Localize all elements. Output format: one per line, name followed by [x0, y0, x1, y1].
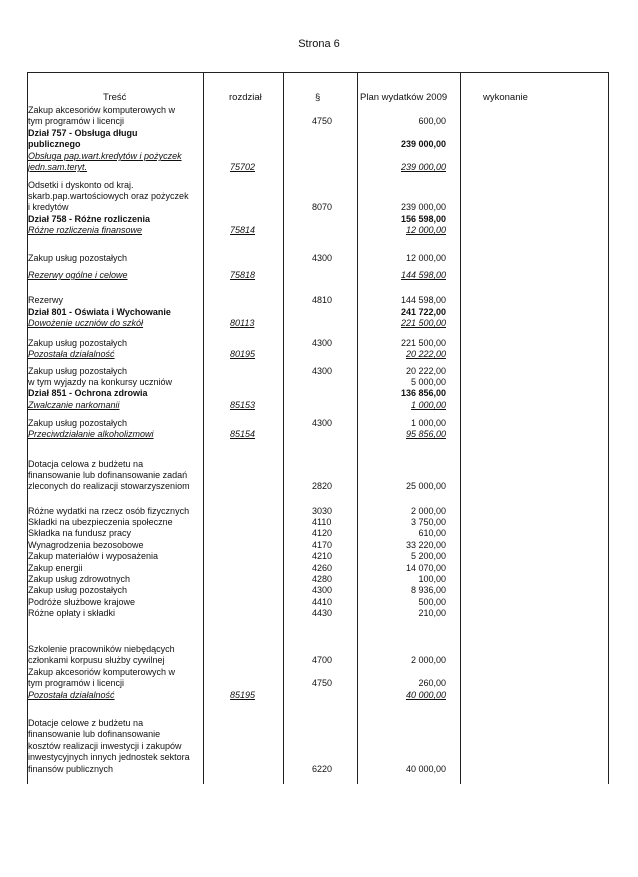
row-amount: 210,00 [418, 608, 446, 618]
row-description: Pozostała działalność [28, 349, 115, 359]
row-amount: 241 722,00 [400, 307, 446, 317]
row-amount: 40 000,00 [405, 764, 446, 774]
row-amount: 1 000,00 [410, 400, 446, 410]
row-paragraph: 4300 [312, 418, 333, 428]
row-description: Zakup usług zdrowotnych [28, 574, 131, 584]
row-chapter: 80195 [230, 349, 256, 359]
row-description: Zakup akcesoriów komputerowych w [28, 667, 176, 677]
row-description: kosztów realizacji inwestycji i zakupów [28, 741, 182, 751]
row-description: Zakup usług pozostałych [28, 253, 128, 263]
row-description: Dział 758 - Różne rozliczenia [28, 214, 151, 224]
row-description: Przeciwdziałanie alkoholizmowi [28, 429, 154, 439]
row-description: Wynagrodzenia bezosobowe [28, 540, 144, 550]
row-paragraph: 4170 [312, 540, 333, 550]
row-amount: 8 936,00 [410, 585, 446, 595]
row-description: Zakup materiałów i wyposażenia [28, 551, 159, 561]
row-description: Zakup usług pozostałych [28, 418, 128, 428]
row-description: Składka na fundusz pracy [28, 528, 132, 538]
row-paragraph: 4430 [312, 608, 333, 618]
table-row [27, 728, 609, 740]
row-paragraph: 4300 [312, 585, 333, 595]
table-top-border [27, 72, 609, 73]
row-amount: 239 000,00 [400, 139, 446, 149]
row-description: Odsetki i dyskonto od kraj. [28, 180, 134, 190]
row-amount: 610,00 [418, 528, 446, 538]
row-chapter: 85195 [230, 690, 256, 700]
row-paragraph: 4300 [312, 366, 333, 376]
header-tresc: Treść [103, 92, 127, 103]
table-row [27, 294, 609, 306]
row-amount: 20 222,00 [405, 349, 446, 359]
table-row [27, 399, 609, 411]
row-description: finansowanie lub dofinansowanie zadań [28, 470, 188, 480]
row-amount: 3 750,00 [410, 517, 446, 527]
row-chapter: 75702 [230, 162, 256, 172]
row-amount: 20 222,00 [405, 366, 446, 376]
row-amount: 221 500,00 [400, 338, 446, 348]
row-description: finansów publicznych [28, 764, 114, 774]
row-amount: 500,00 [418, 597, 446, 607]
table-row [27, 550, 609, 562]
row-description: i kredytów [28, 202, 69, 212]
row-amount: 239 000,00 [400, 202, 446, 212]
row-paragraph: 4210 [312, 551, 333, 561]
row-description: Zakup usług pozostałych [28, 585, 128, 595]
table-row [27, 607, 609, 619]
row-amount: 144 598,00 [400, 295, 446, 305]
row-description: Podróże służbowe krajowe [28, 597, 136, 607]
table-row [27, 348, 609, 360]
row-description: tym programów i licencji [28, 116, 125, 126]
row-paragraph: 4300 [312, 253, 333, 263]
row-description: w tym wyjazdy na konkursy uczniów [28, 377, 173, 387]
row-description: skarb.pap.wartościowych oraz pożyczek [28, 191, 189, 201]
row-amount: 260,00 [418, 678, 446, 688]
row-description: Rezerwy [28, 295, 64, 305]
row-amount: 12 000,00 [405, 253, 446, 263]
table-row [27, 527, 609, 539]
row-amount: 100,00 [418, 574, 446, 584]
row-amount: 600,00 [418, 116, 446, 126]
row-description: Szkolenie pracowników niebędących [28, 644, 175, 654]
row-paragraph: 4110 [312, 517, 332, 527]
row-description: Różne rozliczenia finansowe [28, 225, 143, 235]
row-description: inwestycyjnych innych jednostek sektora [28, 752, 190, 762]
row-amount: 1 000,00 [410, 418, 446, 428]
row-amount: 221 500,00 [400, 318, 446, 328]
row-description: Dotacja celowa z budżetu na [28, 459, 144, 469]
row-paragraph: 4750 [312, 116, 333, 126]
table-row [27, 677, 609, 689]
row-amount: 239 000,00 [400, 162, 446, 172]
row-description: Dział 757 - Obsługa długu [28, 128, 138, 138]
header-plan: Plan wydatków 2009 [360, 92, 448, 103]
table-row [27, 654, 609, 666]
row-amount: 95 856,00 [405, 429, 446, 439]
row-amount: 33 220,00 [405, 540, 446, 550]
table-row [27, 751, 609, 763]
row-description: członkami korpusu służby cywilnej [28, 655, 165, 665]
row-description: finansowanie lub dofinansowanie [28, 729, 161, 739]
row-amount: 2 000,00 [410, 655, 446, 665]
table-row [27, 428, 609, 440]
row-amount: 156 598,00 [400, 214, 446, 224]
row-paragraph: 4300 [312, 338, 333, 348]
table-row [27, 201, 609, 213]
table-row [27, 269, 609, 281]
row-amount: 12 000,00 [405, 225, 446, 235]
row-description: Zakup energii [28, 563, 83, 573]
row-amount: 136 856,00 [400, 388, 446, 398]
header-paragraf: § [315, 92, 321, 103]
row-amount: 14 070,00 [405, 563, 446, 573]
row-amount: 40 000,00 [405, 690, 446, 700]
row-description: Dotacje celowe z budżetu na [28, 718, 144, 728]
row-chapter: 85154 [230, 429, 256, 439]
row-paragraph: 4260 [312, 563, 333, 573]
row-description: publicznego [28, 139, 81, 149]
row-description: Zwalczanie narkomanii [28, 400, 120, 410]
table-row [27, 689, 609, 701]
row-description: Rezerwy ogólne i celowe [28, 270, 128, 280]
row-paragraph: 2820 [312, 481, 333, 491]
table-row [27, 115, 609, 127]
table-row [27, 584, 609, 596]
row-description: Składki na ubezpieczenia społeczne [28, 517, 173, 527]
row-paragraph: 4410 [312, 597, 333, 607]
row-paragraph: 4750 [312, 678, 333, 688]
row-description: Pozostała działalność [28, 690, 115, 700]
table-row [27, 161, 609, 173]
row-paragraph: 4120 [312, 528, 333, 538]
table-row [27, 763, 609, 775]
row-description: Zakup usług pozostałych [28, 366, 128, 376]
row-chapter: 75818 [230, 270, 256, 280]
row-paragraph: 4700 [312, 655, 333, 665]
row-chapter: 80113 [230, 318, 255, 328]
row-amount: 5 200,00 [410, 551, 446, 561]
row-description: Obsługa pap.wart.kredytów i pożyczek [28, 151, 182, 161]
header-rozdzial: rozdział [229, 92, 262, 103]
table-row [27, 224, 609, 236]
row-description: Zakup usług pozostałych [28, 338, 128, 348]
table-row [27, 480, 609, 492]
table-row [27, 387, 609, 399]
row-amount: 144 598,00 [400, 270, 446, 280]
row-paragraph: 4280 [312, 574, 333, 584]
table-row [27, 317, 609, 329]
page-number-label: Strona 6 [298, 38, 340, 50]
row-description: Zakup akcesoriów komputerowych w [28, 105, 176, 115]
row-paragraph: 6220 [312, 764, 333, 774]
row-description: tym programów i licencji [28, 678, 125, 688]
row-paragraph: 8070 [312, 202, 333, 212]
row-chapter: 75814 [230, 225, 256, 235]
row-amount: 25 000,00 [405, 481, 446, 491]
row-paragraph: 4810 [312, 295, 333, 305]
row-description: zleconych do realizacji stowarzyszeniom [28, 481, 190, 491]
table-row [27, 252, 609, 264]
row-description: Różne wydatki na rzecz osób fizycznych [28, 506, 190, 516]
header-wykonanie: wykonanie [483, 92, 528, 103]
row-description: Różne opłaty i składki [28, 608, 116, 618]
row-description: jedn.sam.teryt. [28, 162, 88, 172]
row-paragraph: 3030 [312, 506, 333, 516]
row-amount: 2 000,00 [410, 506, 446, 516]
row-description: Dowożenie uczniów do szkół [28, 318, 144, 328]
row-description: Dział 801 - Oświata i Wychowanie [28, 307, 171, 317]
row-chapter: 85153 [230, 400, 256, 410]
table-row [27, 138, 609, 150]
row-description: Dział 851 - Ochrona zdrowia [28, 388, 148, 398]
row-amount: 5 000,00 [410, 377, 446, 387]
budget-table [27, 72, 609, 784]
